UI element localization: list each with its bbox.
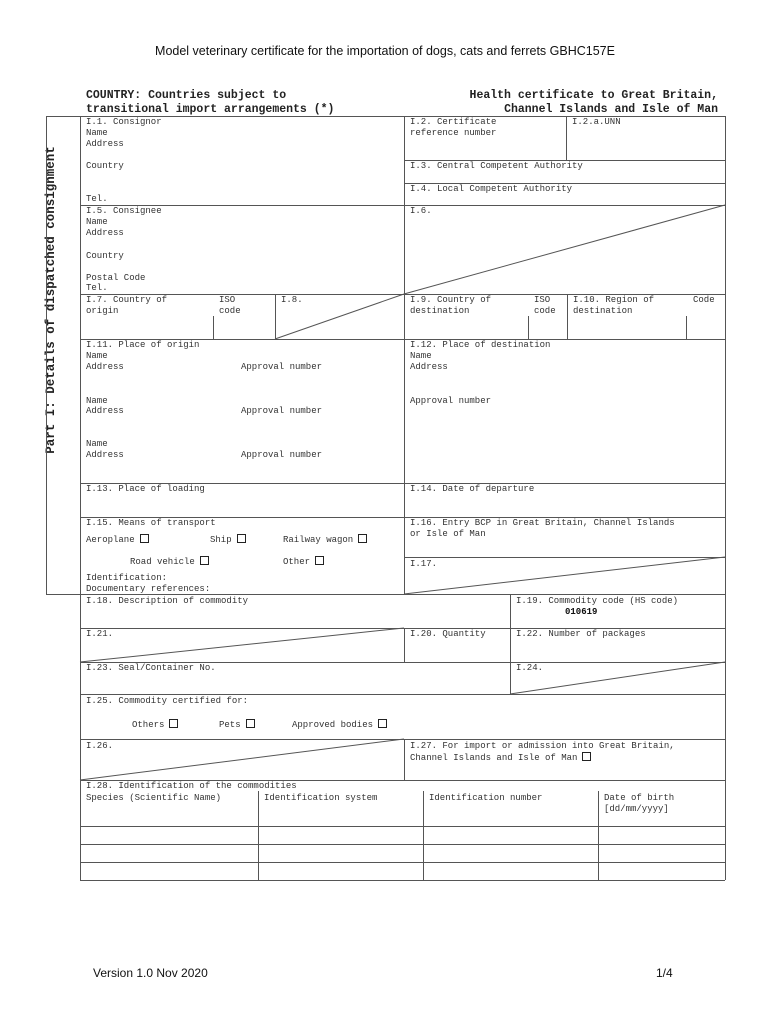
box-i2-label-2: reference number — [410, 128, 497, 138]
box-i28-label: I.28. Identification of the commodities — [86, 781, 297, 791]
box-i27-option[interactable] — [410, 752, 591, 764]
ship-label: Ship — [210, 535, 232, 545]
box-i15-label: I.15. Means of transport — [86, 518, 216, 528]
pets-checkbox[interactable] — [246, 719, 255, 728]
box-i22-label: I.22. Number of packages — [516, 629, 646, 639]
box-i10-label: I.10. Region of — [573, 295, 655, 305]
health-line-1: Health certificate to Great Britain, — [469, 89, 718, 102]
pets-label: Pets — [219, 720, 241, 730]
table-header-id-number: Identification number — [429, 793, 543, 803]
box-i5-postal: Postal Code — [86, 273, 146, 283]
ship-option[interactable] — [210, 534, 246, 546]
box-i5-label: I.5. Consignee — [86, 206, 162, 216]
box-i2-label: I.2. Certificate — [410, 117, 497, 127]
other-checkbox[interactable] — [315, 556, 324, 565]
box-i9-iso: ISO — [534, 295, 551, 305]
box-i7-label: I.7. Country of — [86, 295, 168, 305]
box-i7-label-2: origin — [86, 306, 119, 316]
box-i21-label: I.21. — [86, 629, 114, 639]
box-i17-label: I.17. — [410, 559, 438, 569]
box-i5-address: Address — [86, 228, 124, 238]
health-line-2: Channel Islands and Isle of Man — [504, 103, 718, 116]
approved-bodies-checkbox[interactable] — [378, 719, 387, 728]
box-i9-label: I.9. Country of — [410, 295, 492, 305]
box-i7-iso: ISO — [219, 295, 236, 305]
box-i10-code: Code — [693, 295, 715, 305]
box-i2a-label: I.2.a.UNN — [572, 117, 621, 127]
box-i7-code: code — [219, 306, 241, 316]
table-header-dob: Date of birth — [604, 793, 675, 803]
box-i1-label: I.1. Consignor — [86, 117, 162, 127]
box-i1-tel: Tel. — [86, 194, 108, 204]
box-i23-label: I.23. Seal/Container No. — [86, 663, 216, 673]
railway-label: Railway wagon — [283, 535, 354, 545]
box-i26-label: I.26. — [86, 741, 114, 751]
box-i3-label: I.3. Central Competent Authority — [410, 161, 583, 171]
table-header-id-system: Identification system — [264, 793, 378, 803]
box-i1-address: Address — [86, 139, 124, 149]
box-i16-label: I.16. Entry BCP in Great Britain, Channel Islands — [410, 518, 675, 528]
box-i11-name-3: Name — [86, 439, 108, 449]
box-i15-docs: Documentary references: — [86, 584, 211, 594]
pets-option[interactable] — [219, 719, 255, 731]
box-i16-label-2: or Isle of Man — [410, 529, 486, 539]
box-i27-checkbox[interactable] — [582, 752, 591, 761]
road-label: Road vehicle — [130, 557, 195, 567]
road-checkbox[interactable] — [200, 556, 209, 565]
box-i8-label: I.8. — [281, 295, 303, 305]
box-i1-name: Name — [86, 128, 108, 138]
box-i5-tel: Tel. — [86, 283, 108, 293]
box-i10-label-2: destination — [573, 306, 633, 316]
box-i5-country: Country — [86, 251, 124, 261]
aeroplane-option[interactable] — [86, 534, 149, 546]
railway-checkbox[interactable] — [358, 534, 367, 543]
box-i11-approval-2: Approval number — [241, 406, 323, 416]
footer-page-number: 1/4 — [656, 966, 673, 980]
aeroplane-label: Aeroplane — [86, 535, 135, 545]
railway-option[interactable] — [283, 534, 367, 546]
box-i24-label: I.24. — [516, 663, 544, 673]
other-label: Other — [283, 557, 311, 567]
part-title: Part I: Details of dispatched consignment — [44, 146, 58, 454]
approved-bodies-option[interactable] — [292, 719, 387, 731]
box-i11-address-1: Address — [86, 362, 124, 372]
road-option[interactable] — [130, 556, 209, 568]
footer-version: Version 1.0 Nov 2020 — [93, 966, 208, 980]
box-i9-code: code — [534, 306, 556, 316]
box-i15-identification: Identification: — [86, 573, 168, 583]
others-label: Others — [132, 720, 165, 730]
box-i11-name-2: Name — [86, 396, 108, 406]
box-i19-label: I.19. Commodity code (HS code) — [516, 596, 679, 606]
box-i12-address: Address — [410, 362, 448, 372]
other-option[interactable] — [283, 556, 324, 568]
country-line-2: transitional import arrangements (*) — [86, 103, 335, 116]
box-i14-label: I.14. Date of departure — [410, 484, 535, 494]
box-i9-label-2: destination — [410, 306, 470, 316]
table-header-dob-format: [dd/mm/yyyy] — [604, 804, 669, 814]
box-i19-value: 010619 — [565, 607, 598, 617]
box-i11-address-3: Address — [86, 450, 124, 460]
approved-bodies-label: Approved bodies — [292, 720, 374, 730]
box-i11-approval-1: Approval number — [241, 362, 323, 372]
document-title: Model veterinary certificate for the importation of dogs, cats and ferrets GBHC157E — [155, 44, 615, 58]
box-i12-label: I.12. Place of destination — [410, 340, 551, 350]
box-i27-label: I.27. For import or admission into Great Britain, — [410, 741, 675, 751]
box-i11-label: I.11. Place of origin — [86, 340, 200, 350]
box-i27-label-2: Channel Islands and Isle of Man — [410, 753, 578, 763]
box-i25-label: I.25. Commodity certified for: — [86, 696, 249, 706]
box-i18-label: I.18. Description of commodity — [86, 596, 249, 606]
country-line-1: COUNTRY: Countries subject to — [86, 89, 287, 102]
box-i5-name: Name — [86, 217, 108, 227]
ship-checkbox[interactable] — [237, 534, 246, 543]
box-i6-label: I.6. — [410, 206, 432, 216]
box-i1-country: Country — [86, 161, 124, 171]
box-i20-label: I.20. Quantity — [410, 629, 486, 639]
table-header-species: Species (Scientific Name) — [86, 793, 222, 803]
box-i12-approval: Approval number — [410, 396, 492, 406]
box-i13-label: I.13. Place of loading — [86, 484, 205, 494]
aeroplane-checkbox[interactable] — [140, 534, 149, 543]
box-i4-label: I.4. Local Competent Authority — [410, 184, 573, 194]
others-option[interactable] — [132, 719, 178, 731]
others-checkbox[interactable] — [169, 719, 178, 728]
box-i11-address-2: Address — [86, 406, 124, 416]
box-i11-name-1: Name — [86, 351, 108, 361]
box-i11-approval-3: Approval number — [241, 450, 323, 460]
box-i12-name: Name — [410, 351, 432, 361]
